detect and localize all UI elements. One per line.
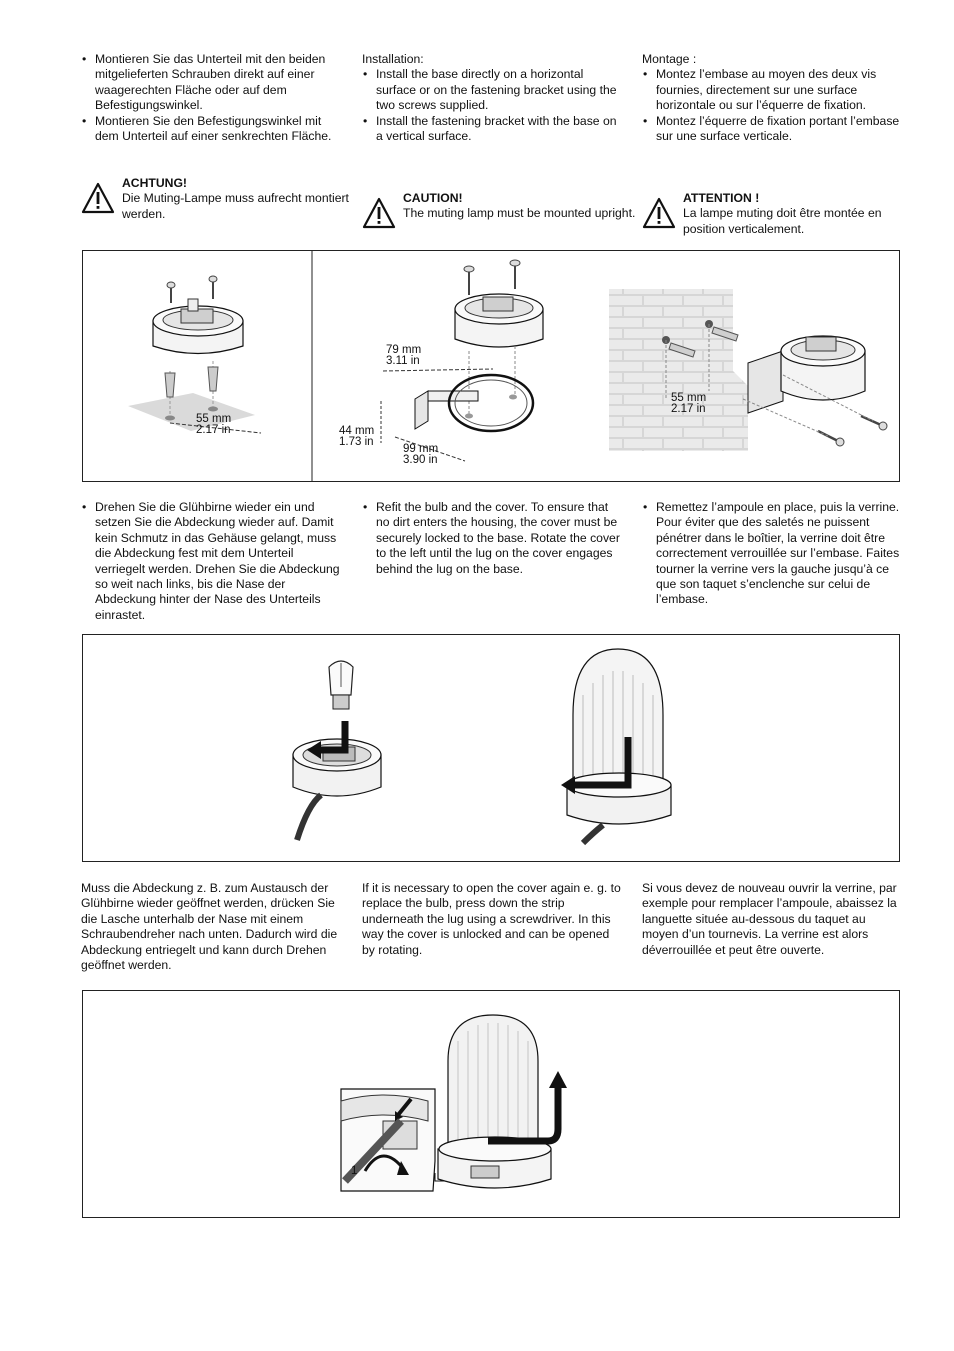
- dim-holes-mm: 55 mm: [196, 413, 232, 425]
- cover-open-de: [81, 881, 343, 973]
- list-item: • Install the fastening bracket with the base on a vertical surface.: [362, 114, 624, 145]
- paragraph: If it is necessary to open the cover again e. g. to replace the bulb, press down the strip underneath the lug using a screwdriver. In this way the cover is unlocked and can be opened by rotating.: [362, 881, 621, 957]
- cover-open-en: [362, 881, 624, 958]
- warning-de: [81, 176, 361, 222]
- list-item: • Remettez l’ampoule en place, puis la verrine. Pour éviter que des saletés ne puissent pénétrer dans le boîtier, la verrine doit être correctement verrouillée sur l’embase. Faites tourner la verrine vers la gauche jusqu’à ce que son taquet s’enclenche sur celui de l’embase.: [642, 500, 904, 608]
- warning-triangle-icon: [81, 182, 115, 214]
- cover-refit-illustration: [83, 635, 899, 861]
- lamp-open-drawing: [438, 1015, 567, 1188]
- cover-open-illustration: [83, 991, 899, 1217]
- warning-title: ATTENTION !: [683, 191, 760, 205]
- mounting-illustration: [83, 251, 899, 481]
- list-item: • Montieren Sie das Unterteil mit den beiden mitgelieferten Schrauben direkt auf einer waagerechten Fläche oder auf dem Befestigungswinkel.: [81, 52, 343, 114]
- dim-bracket-height-mm: 44 mm: [339, 425, 375, 437]
- list-item: • Refit the bulb and the cover. To ensure that no dirt enters the housing, the cover must be securely locked to the base. Rotate the cover to the left until the lug on the cover engages behind the lug on the base.: [362, 500, 624, 577]
- horizontal-mount-drawing: [128, 276, 261, 436]
- section-heading: Installation:: [362, 52, 424, 66]
- list-item: • Install the base directly on a horizontal surface or on the fastening bracket using the two screws supplied.: [362, 67, 624, 113]
- warning-triangle-icon: [642, 197, 676, 229]
- dim-bracket-height-in: 1.73 in: [339, 436, 374, 448]
- cover-open-fr: [642, 881, 904, 958]
- bulb-insertion-drawing: [293, 661, 381, 840]
- figure-cover-refit: [82, 634, 900, 862]
- paragraph: Muss die Abdeckung z. B. zum Austausch der Glühbirne wieder geöffnet werden, drücken Sie die Lasche unterhalb der Nase mit einem Schraubendreher nach unten. Dadurch wird die Abdeckung entriegelt und kann durch Drehen geöffnet werden.: [81, 881, 338, 973]
- warning-text: The muting lamp must be mounted upright.: [403, 206, 636, 221]
- dim-bracket-top-in: 3.11 in: [386, 355, 420, 367]
- cover-refit-fr: [642, 500, 904, 608]
- dim-holes-in: 2.17 in: [196, 424, 231, 436]
- dim-bracket-top-mm: 79 mm: [386, 344, 422, 356]
- mounting-instructions-de: [81, 52, 343, 144]
- step-number: 1: [351, 1165, 358, 1177]
- dim-bracket-depth-in: 3.90 in: [403, 454, 438, 466]
- warning-en: [362, 191, 642, 222]
- figure-mounting: [82, 250, 900, 482]
- list-item: • Drehen Sie die Glühbirne wieder ein und setzen Sie die Abdeckung wieder auf. Damit kein Schmutz in das Gehäuse gelangt, muss die Abdeckung fest mit dem Unterteil verriegelt werden. Drehen Sie die Abdeckung so weit nach links, bis die Nase der Abdeckung hinter der Nase des Unterteils einrastet.: [81, 500, 343, 623]
- mounting-instructions-en: [362, 52, 624, 144]
- list-item: • Montez l’équerre de fixation portant l’embase sur une surface verticale.: [642, 114, 904, 145]
- paragraph: Si vous devez de nouveau ouvrir la verrine, par exemple pour remplacer l’ampoule, abaissez la languette située au-dessous du taquet au moyen d’un tournevis. La verrine est alors déverrouillée et peut être ouverte.: [642, 881, 897, 957]
- cover-refit-en: [362, 500, 624, 577]
- warning-text: La lampe muting doit être montée en position verticalement.: [683, 206, 882, 236]
- dim-wall-in: 2.17 in: [671, 403, 706, 415]
- section-heading: Montage :: [642, 52, 697, 66]
- mounting-instructions-fr: [642, 52, 904, 144]
- bracket-mount-drawing: [339, 260, 543, 466]
- dim-bracket-depth-mm: 99 mm: [403, 443, 439, 455]
- dim-wall-mm: 55 mm: [671, 392, 707, 404]
- list-item: • Montez l’embase au moyen des deux vis fournies, directement sur une surface horizontale ou sur l’équerre de fixation.: [642, 67, 904, 113]
- warning-triangle-icon: [362, 197, 396, 229]
- wall-mount-drawing: [609, 289, 887, 451]
- figure-cover-open: [82, 990, 900, 1218]
- warning-title: CAUTION!: [403, 191, 463, 205]
- warning-title: ACHTUNG!: [122, 176, 187, 190]
- warning-fr: [642, 191, 922, 237]
- cover-rotation-drawing: [561, 649, 671, 843]
- list-item: • Montieren Sie den Befestigungswinkel mit dem Unterteil auf einer senkrechten Fläche.: [81, 114, 343, 145]
- warning-text: Die Muting-Lampe muss aufrecht montiert werden.: [122, 191, 349, 221]
- cover-refit-de: [81, 500, 343, 623]
